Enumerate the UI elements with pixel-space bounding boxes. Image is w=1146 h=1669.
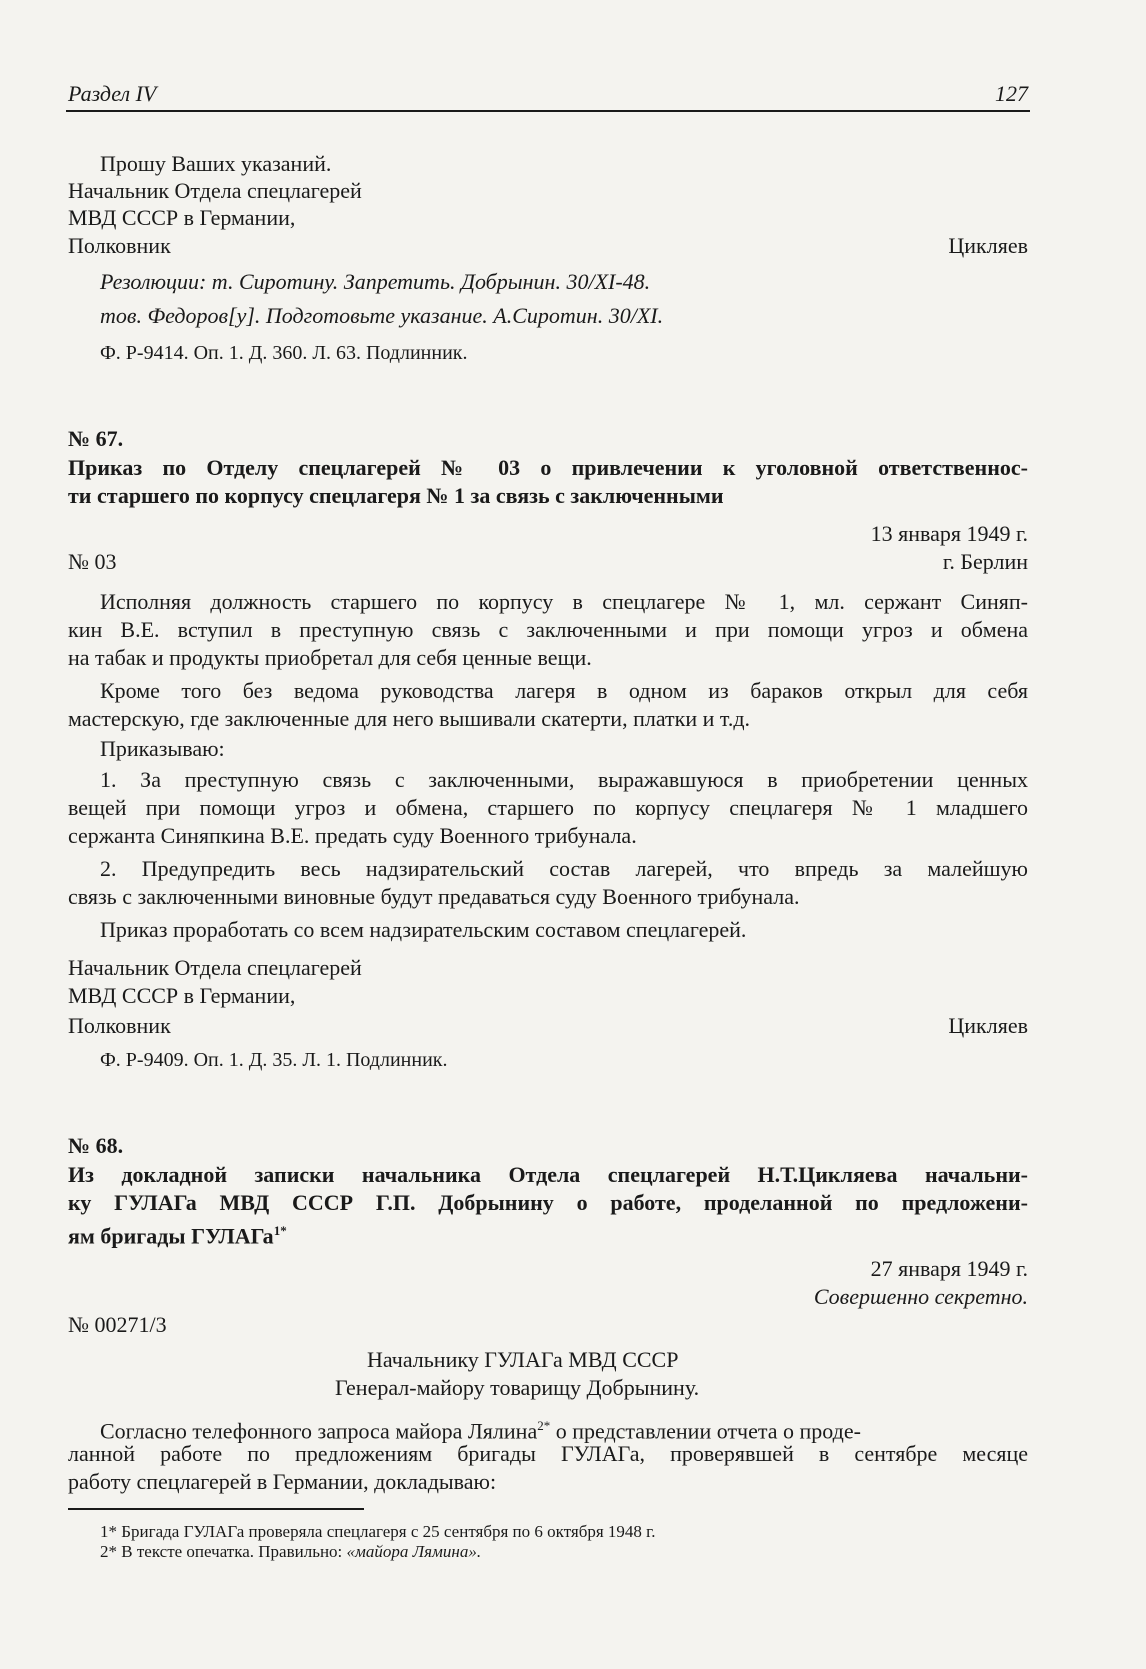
document-title-line3: ям бригады ГУЛАГа$^{1*}$	[68, 1223, 287, 1249]
signature-name: Цикляев	[948, 233, 1028, 258]
signature-title-line2: МВД СССР в Германии,	[68, 205, 296, 230]
order-item-line: сержанта Синяпкина В.Е. предать суду Военного трибунала.	[68, 823, 637, 848]
document-date: 27 января 1949 г.	[870, 1256, 1028, 1281]
document-date: 13 января 1949 г.	[870, 521, 1028, 546]
footnote-marker: 1*	[273, 1223, 287, 1238]
order-item-line: связь с заключенными виновные будут предаваться суду Военного трибунала.	[68, 884, 800, 909]
order-place: г. Берлин	[942, 549, 1028, 574]
document-number: № 68.	[68, 1133, 124, 1158]
order-item-line: 2. Предупредить весь надзирательский состав лагерей, что впредь за малейшую	[100, 856, 1028, 881]
signature-name: Цикляев	[948, 1013, 1028, 1038]
paragraph-line: мастерскую, где заключенные для него вышивали скатерти, платки и т.д.	[68, 706, 751, 731]
signature-rank: Полковник	[68, 1013, 171, 1038]
footnote-rule	[68, 1508, 364, 1510]
page-number: 127	[995, 81, 1028, 106]
document-reg-number: № 00271/3	[68, 1312, 167, 1337]
signature-rank: Полковник	[68, 233, 171, 258]
addressee-line1: Начальнику ГУЛАГа МВД СССР	[367, 1347, 679, 1372]
paragraph-line: на табак и продукты приобретал для себя ценные вещи.	[68, 645, 592, 670]
document-title-line1: Из докладной записки начальника Отдела спецлагерей Н.Т.Цикляева начальни-	[68, 1162, 1028, 1187]
footnote-marker: 2*	[537, 1418, 551, 1433]
resolution-line1: Резолюции: т. Сиротину. Запретить. Добрынин. 30/XI-48.	[100, 269, 651, 294]
addressee-line2: Генерал-майору товарищу Добрынину.	[335, 1375, 700, 1400]
signature-title-line2: МВД СССР в Германии,	[68, 983, 296, 1008]
running-header-section: Раздел IV	[68, 81, 157, 106]
paragraph-line: кин В.Е. вступил в преступную связь с заключенными и при помощи угроз и обмена	[68, 617, 1028, 642]
signature-title-line1: Начальник Отдела спецлагерей	[68, 178, 362, 203]
document-title-line2: ти старшего по корпусу спецлагеря № 1 за связь с заключенными	[68, 483, 724, 508]
body-line2: ланной работе по предложениям бригады ГУЛАГа, проверявшей в сентябре месяце	[68, 1441, 1028, 1466]
order-item-line: вещей при помощи угроз и обмена, старшего по корпусу спецлагеря № 1 младшего	[68, 795, 1028, 820]
paragraph-line: Исполняя должность старшего по корпусу в спецлагере № 1, мл. сержант Синяп-	[100, 589, 1028, 614]
document-title-line1: Приказ по Отделу спецлагерей № 03 о привлечении к уголовной ответственнос-	[68, 455, 1028, 480]
paragraph-line: Кроме того без ведома руководства лагеря в одном из бараков открыл для себя	[100, 678, 1028, 703]
resolution-line2: тов. Федоров[у]. Подготовьте указание. А.Сиротин. 30/XI.	[100, 303, 664, 328]
request-line: Прошу Ваших указаний.	[100, 151, 332, 176]
order-item-line: 1. За преступную связь с заключенными, выражавшуюся в приобретении ценных	[100, 767, 1028, 792]
order-number: № 03	[68, 549, 117, 574]
footnote-1: 1* Бригада ГУЛАГа проверяла спецлагеря с 25 сентября по 6 октября 1948 г.	[100, 1522, 656, 1541]
secrecy-stamp: Совершенно секретно.	[813, 1284, 1028, 1309]
signature-title-line1: Начальник Отдела спецлагерей	[68, 955, 362, 980]
body-line3: работу спецлагерей в Германии, докладываю:	[68, 1469, 497, 1494]
footnote-2: 2* В тексте опечатка. Правильно: «майора Лямина».	[100, 1542, 482, 1561]
archive-reference: Ф. Р-9414. Оп. 1. Д. 360. Л. 63. Подлинник.	[100, 342, 468, 364]
body-line1: Согласно телефонного запроса майора Лялина$^{2*}$ о представлении отчета о проде-	[100, 1418, 861, 1444]
header-rule	[66, 110, 1030, 112]
order-word: Приказываю:	[100, 736, 225, 761]
document-title-line2: ку ГУЛАГа МВД СССР Г.П. Добрынину о работе, проделанной по предложени-	[68, 1190, 1028, 1215]
document-number: № 67.	[68, 426, 124, 451]
archive-reference: Ф. Р-9409. Оп. 1. Д. 35. Л. 1. Подлинник.	[100, 1049, 448, 1071]
final-instruction: Приказ проработать со всем надзирательским составом спецлагерей.	[100, 917, 747, 942]
